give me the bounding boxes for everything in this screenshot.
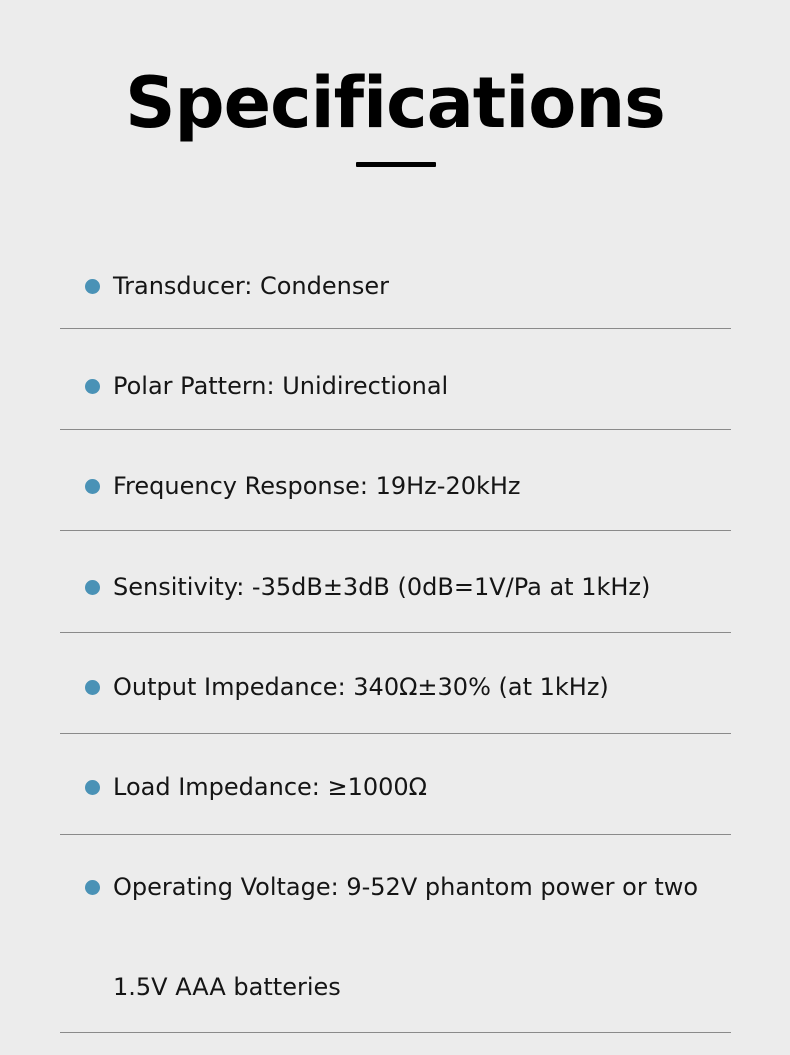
bullet-icon — [85, 479, 100, 494]
spec-text: Transducer: Condenser — [113, 272, 389, 300]
bullet-icon — [85, 580, 100, 595]
spec-text: Output Impedance: 340Ω±30% (at 1kHz) — [113, 673, 609, 701]
spec-text: Polar Pattern: Unidirectional — [113, 372, 449, 400]
spec-text: Operating Voltage: 9-52V phantom power or two 1.5V AAA batteries — [113, 873, 699, 1001]
divider — [60, 632, 731, 633]
spec-text: Sensitivity: -35dB±3dB (0dB=1V/Pa at 1kHz) — [113, 573, 651, 601]
divider — [60, 328, 731, 329]
divider — [60, 834, 731, 835]
page-title: Specifications — [125, 62, 665, 144]
divider — [60, 733, 731, 734]
bullet-icon — [85, 279, 100, 294]
divider — [60, 1032, 731, 1033]
spec-text: Load Impedance: ≥1000Ω — [113, 773, 428, 801]
bullet-icon — [85, 680, 100, 695]
spec-text: Frequency Response: 19Hz-20kHz — [113, 472, 521, 500]
divider — [60, 530, 731, 531]
bullet-icon — [85, 379, 100, 394]
divider — [60, 429, 731, 430]
bullet-icon — [85, 780, 100, 795]
bullet-icon — [85, 880, 100, 895]
